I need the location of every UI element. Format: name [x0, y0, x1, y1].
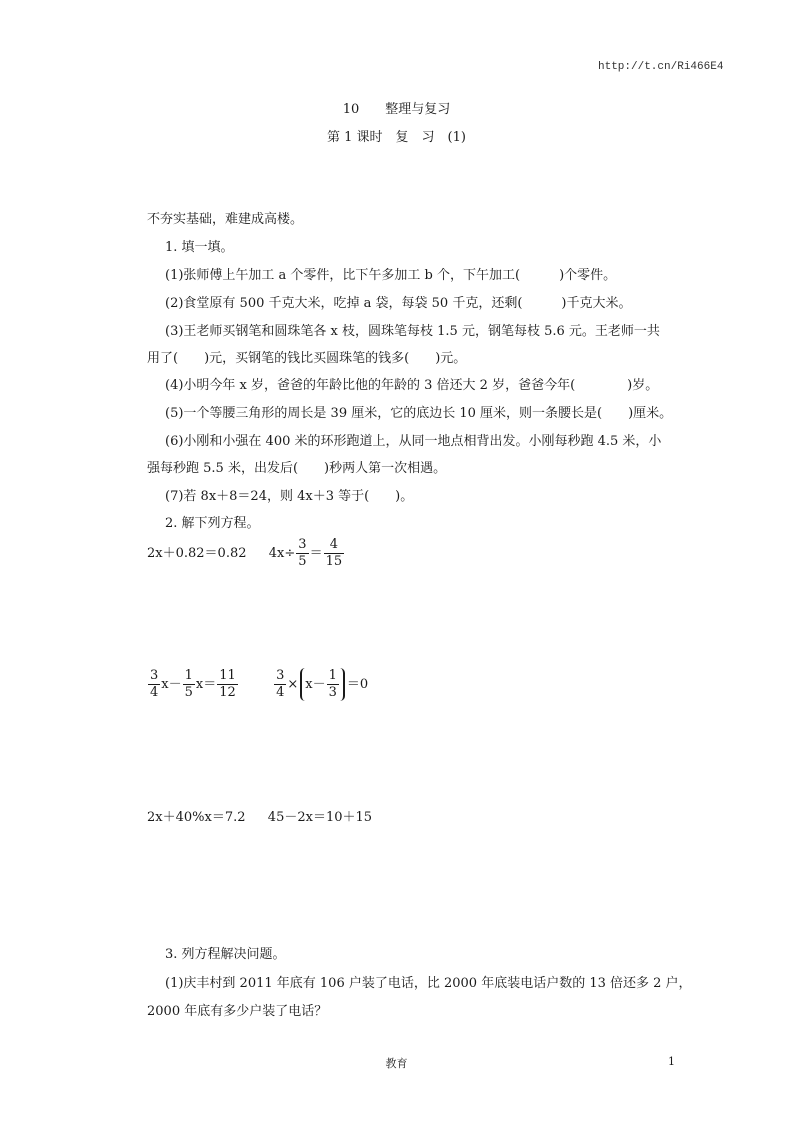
equation-4: $\frac{3}{4}$ × x－ $\frac{1}{3}$ ＝0 — [276, 668, 369, 700]
equation-6: 45－2x＝10＋15 — [267, 810, 373, 825]
equation-row-3 — [147, 806, 372, 825]
motto: 不夯实基础，难建成高楼。 — [147, 212, 304, 227]
question-1-1: (1)张师傅上午加工 a 个零件，比下午多加工 b 个，下午加工( )个零件。 — [165, 268, 617, 283]
lesson-title: 第 1 课时 复 习 (1) — [327, 130, 466, 145]
section1-heading: 1. 填一填。 — [165, 240, 234, 255]
question-1-7: (7)若 8x＋8＝24，则 4x＋3 等于( )。 — [165, 489, 414, 504]
equation-2: 4x÷ $\frac{3}{5}$ ＝ $\frac{4}{15}$ — [268, 537, 343, 569]
equation-3: $\frac{3}{4}$ x－ $\frac{1}{5}$ x＝ $\frac{11}{12}$ — [150, 668, 236, 700]
equation-5: 2x＋40%x＝7.2 — [147, 810, 246, 825]
bracket: x－ $\frac{1}{3}$ — [300, 668, 345, 701]
equation-row-2 — [147, 668, 368, 701]
question-1-6-line1: (6)小刚和小强在 400 米的环形跑道上，从同一地点相背出发。小刚每秒跑 4.5 米，小 — [165, 434, 662, 449]
equation-1: 2x＋0.82＝0.82 — [147, 546, 247, 561]
footer-label: 教育 — [385, 1057, 408, 1070]
question-1-2: (2)食堂原有 500 千克大米，吃掉 a 袋，每袋 50 千克，还剩( )千克大米。 — [165, 296, 632, 311]
question-1-4: (4)小明今年 x 岁，爸爸的年龄比他的年龄的 3 倍还大 2 岁，爸爸今年( )岁。 — [165, 378, 659, 393]
question-1-3-line1: (3)王老师买钢笔和圆珠笔各 x 枝，圆珠笔每枝 1.5 元，钢笔每枝 5.6 元。王老师一共 — [165, 324, 660, 339]
question-1-3-line2: 用了( )元，买钢笔的钱比买圆珠笔的钱多( )元。 — [147, 351, 467, 366]
section2-heading: 2. 解下列方程。 — [165, 516, 260, 531]
question-3-1-line2: 2000 年底有多少户装了电话？ — [147, 1004, 328, 1019]
header-url: http://t.cn/Ri466E4 — [598, 61, 724, 73]
section3-heading: 3. 列方程解决问题。 — [165, 947, 286, 962]
question-1-5: (5)一个等腰三角形的周长是 39 厘米，它的底边长 10 厘米，则一条腰长是( )厘米。 — [165, 406, 673, 421]
page-number: 1 — [668, 1055, 675, 1068]
chapter-title: 10 整理与复习 — [342, 102, 451, 117]
question-3-1-line1: (1)庆丰村到 2011 年底有 106 户装了电话，比 2000 年底装电话户数的 13 倍还多 2 户， — [165, 976, 692, 991]
question-1-6-line2: 强每秒跑 5.5 米，出发后( )秒两人第一次相遇。 — [147, 461, 447, 476]
equation-row-1 — [147, 537, 345, 570]
